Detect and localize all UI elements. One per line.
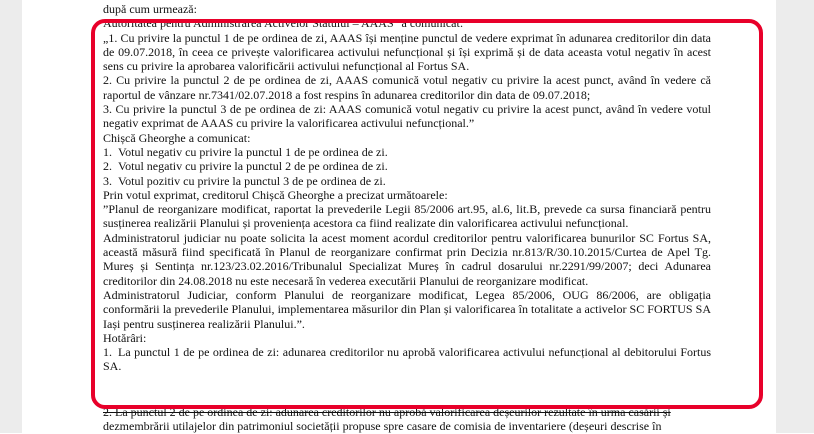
quote-paragraph-3: Administratorul Judiciar, conform Planului de reorganizare modificat, Legea 85/2006, OUG 86/2006, are obligația conformării la prevederile Planului, implementarea măsurilor din Plan și valorificarea în totalitate a activelor SC FORTUS SA Iași pentru susținerea realizării Planului.”. bbox=[103, 287, 711, 331]
decision-1-text: La punctul 1 de pe ordinea de zi: adunarea creditorilor nu aprobă valorificarea activului nefuncțional al debitorului Fortus SA. bbox=[103, 345, 711, 374]
aaas-point-3: 3. Cu privire la punctul 3 de pe ordinea de zi: AAAS comunică votul negativ cu privire la acest punct, având în vedere votul negativ exprimat de AAAS cu privire la valorificarea activului nefuncțional.” bbox=[103, 102, 711, 131]
cutoff-text bbox=[103, 405, 711, 434]
list-item-text: Votul pozitiv cu privire la punctul 3 de pe ordinea de zi. bbox=[118, 173, 386, 188]
vote-intro: Prin votul exprimat, creditorul Chișcă Gheorghe a precizat următoarele: bbox=[103, 187, 448, 202]
chisca-heading: Chișcă Gheorghe a comunicat: bbox=[103, 130, 251, 145]
aaas-heading: Autoritatea pentru Administrarea Activelor Statului – AAAS" a comunicat: bbox=[103, 16, 464, 31]
list-number: 3. bbox=[103, 173, 112, 188]
right-margin bbox=[776, 0, 814, 433]
quote-paragraph-2: Administratorul judiciar nu poate solicita la acest moment acordul creditorilor pentru valorificarea bunurilor SC Fortus SA, această măsură fiind specificată în Planul de reorganizare confirmat prin Decizia nr.813/R/30.10.2015/Curtea de Apel Tg. Mureș și Sentința nr.123/23.02.2016/Tribunalul Specializat Mureș în cadrul dosarului nr.2291/99/2007; deci Adunarea creditorilor din 24.08.2018 nu este necesară în vederea executării Planului de reorganizare modificat. bbox=[103, 230, 711, 288]
list-number: 2. bbox=[103, 159, 112, 174]
aaas-point-1: „1. Cu privire la punctul 1 de pe ordinea de zi, AAAS își menține punctul de vedere exprimat în adunarea creditorilor din data de 09.07.2018, în ceea ce privește valorificarea activului nefuncțional și își exprimă și de data aceasta votul negativ în acest sens cu privire la aprobarea valorificării activului nefuncțional al Fortus SA. bbox=[103, 30, 711, 74]
chisca-vote-2 bbox=[103, 159, 711, 173]
decision-1 bbox=[103, 345, 711, 374]
chisca-vote-1 bbox=[103, 145, 711, 159]
quote-paragraph-1: ”Planul de reorganizare modificat, raportat la prevederile Legii 85/2006 art.95, al.6, lit.B, prevede ca sursa financiară pentru susținerea realizării Planului și proveniența acestora ca fiind realizate din valorificarea activului nefuncțional. bbox=[103, 202, 711, 231]
list-number: 1. bbox=[103, 144, 112, 159]
list-item-text: Votul negativ cu privire la punctul 1 de pe ordinea de zi. bbox=[118, 144, 388, 159]
decisions-heading: Hotărâri: bbox=[103, 330, 147, 345]
cutoff-line-2: dezmembrării utilajelor din patrimoniul societății propuse spre casare de comisia de inventariere (deșeuri descrise în bbox=[103, 419, 662, 434]
left-margin bbox=[0, 0, 22, 433]
cutoff-line-1: 2. La punctul 2 de pe ordinea de zi: adunarea creditorilor nu aprobă valorificarea deșeurilor rezultate în urma casării și bbox=[103, 405, 671, 419]
chisca-vote-3 bbox=[103, 174, 711, 188]
document-body bbox=[103, 2, 711, 374]
aaas-point-2: 2. Cu privire la punctul 2 de pe ordinea de zi, AAAS comunică votul negativ cu privire la acest punct, având în vedere că raportul de vânzare nr.7341/02.07.2018 a fost respins în adunarea creditorilor din data de 09.07.2018; bbox=[103, 73, 711, 102]
intro-line: după cum urmează: bbox=[103, 2, 197, 16]
list-number: 1. bbox=[103, 345, 112, 360]
list-item-text: Votul negativ cu privire la punctul 2 de pe ordinea de zi. bbox=[118, 159, 388, 174]
